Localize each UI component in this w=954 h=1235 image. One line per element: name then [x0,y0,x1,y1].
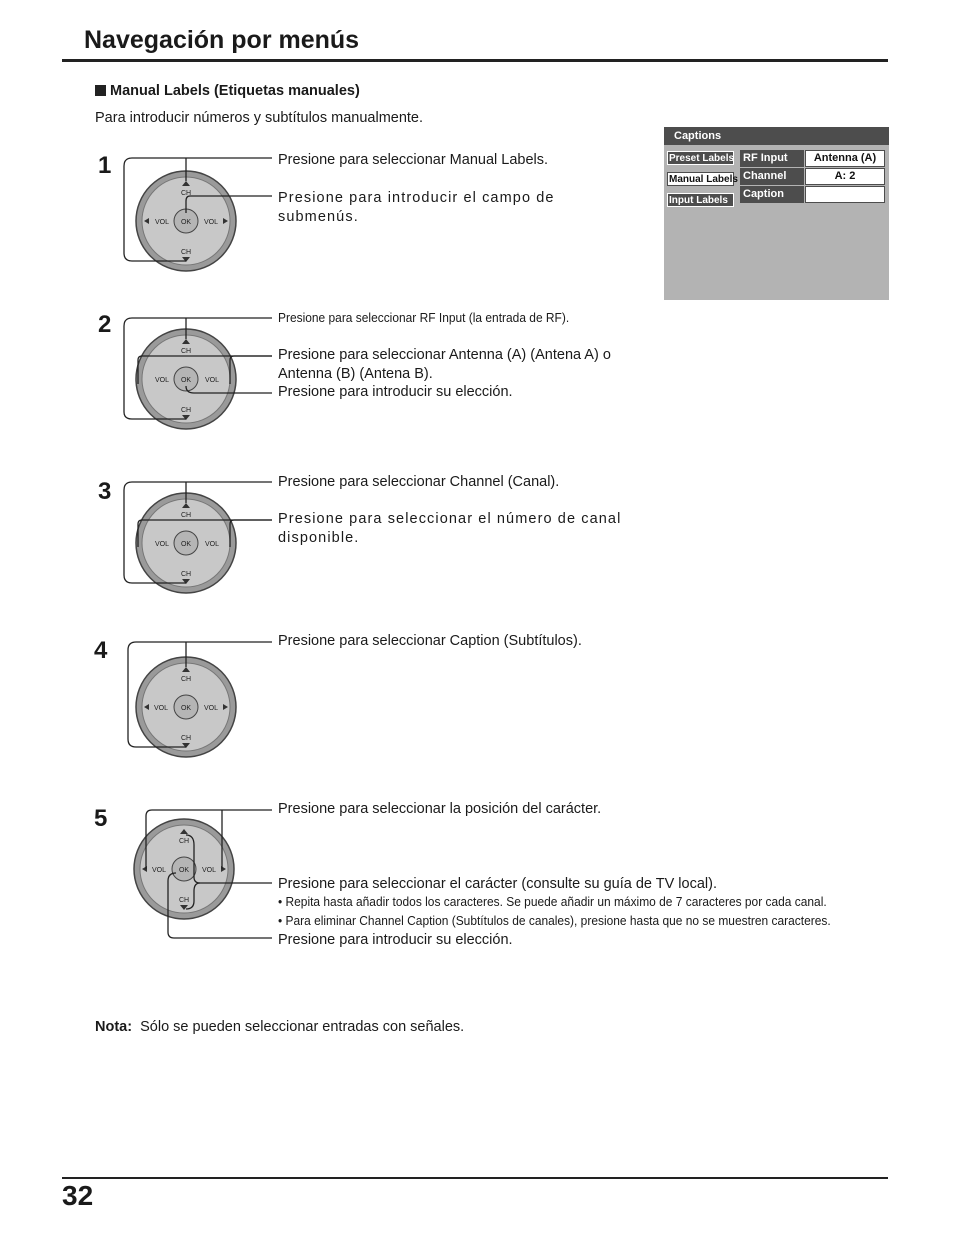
osd-side-item-selected: Manual Labels [669,174,738,185]
osd-header: Captions [664,127,889,145]
page-number: 32 [62,1180,94,1211]
ok-key-label: OK [178,867,190,874]
top-divider [62,59,888,62]
ok-key-label: OK [180,377,192,384]
ch-up-label: CH [180,512,192,519]
ch-up-label: CH [178,838,190,845]
ch-down-label: CH [178,897,190,904]
bottom-divider [62,1177,888,1179]
section-heading-text: Manual Labels (Etiquetas manuales) [110,83,360,99]
step-instruction: Presione para seleccionar Antenna (A) (Antena A) o Antenna (B) (Antena B). [278,347,611,382]
vol-left-label: VOL [153,705,169,712]
step-number: 3 [98,478,112,505]
note-label: Nota: [95,1019,133,1035]
vol-left-label: VOL [154,377,170,384]
step-bullet-note: • Para eliminar Channel Caption (Subtítulos de canales), presione hasta que no se muestren caracteres. [278,913,831,928]
remote-control-dpad [120,475,280,595]
remote-control-dpad [120,312,280,432]
remote-control-dpad [122,637,282,759]
vol-left-label: VOL [154,219,170,226]
ch-down-label: CH [180,735,192,742]
osd-row-value: A: 2 [805,168,885,185]
osd-row-label: Channel [740,168,804,185]
remote-control-dpad [130,805,290,945]
vol-right-label: VOL [201,867,217,874]
vol-right-label: VOL [203,705,219,712]
ch-up-label: CH [180,676,192,683]
ch-down-label: CH [180,249,192,256]
ok-key-label: OK [180,541,192,548]
ch-up-label: CH [180,190,192,197]
note-text: Sólo se pueden seleccionar entradas con señales. [140,1019,465,1035]
step-number: 2 [98,311,112,338]
osd-row-label: Caption [740,186,804,203]
remote-control-dpad [120,153,280,273]
osd-side-item: Input Labels [667,193,734,207]
step-number: 5 [94,805,108,832]
note [95,1019,464,1035]
page-title: Navegación por menús [84,26,360,54]
step-instruction: Presione para introducir su elección. [278,932,513,948]
step-instruction: Presione para seleccionar Caption (Subtítulos). [278,633,582,649]
ok-key-label: OK [180,219,192,226]
vol-left-label: VOL [151,867,167,874]
step-instruction: Presione para introducir su elección. [278,384,513,400]
vol-left-label: VOL [154,541,170,548]
step-number: 1 [98,152,112,179]
step-instruction: Presione para seleccionar RF Input (la entrada de RF). [278,310,570,325]
step-number: 4 [94,637,108,664]
ch-down-label: CH [180,571,192,578]
osd-row-value [805,186,885,203]
step-instruction: Presione para seleccionar Manual Labels. [278,152,549,168]
vol-right-label: VOL [203,219,219,226]
osd-row-label: RF Input [740,150,804,167]
square-bullet-icon [95,85,106,96]
ch-down-label: CH [180,407,192,414]
step-instruction: Presione para introducir el campo de submenús. [278,190,555,225]
osd-menu-screen [664,127,889,300]
section-intro: Para introducir números y subtítulos manualmente. [95,110,424,126]
step-bullet-note: • Repita hasta añadir todos los caracteres. Se puede añadir un máximo de 7 caracteres por cada canal. [278,894,827,909]
vol-right-label: VOL [204,377,220,384]
vol-right-label: VOL [204,541,220,548]
osd-row-value: Antenna (A) [805,150,885,167]
ch-up-label: CH [180,348,192,355]
step-instruction: Presione para seleccionar el carácter (consulte su guía de TV local). [278,876,717,892]
ok-key-label: OK [180,705,192,712]
step-instruction: Presione para seleccionar Channel (Canal). [278,474,560,490]
step-instruction: Presione para seleccionar el número de canal disponible. [278,511,622,546]
section-heading [95,83,360,99]
step-instruction: Presione para seleccionar la posición del carácter. [278,801,602,817]
osd-side-item: Preset Labels [669,153,735,164]
